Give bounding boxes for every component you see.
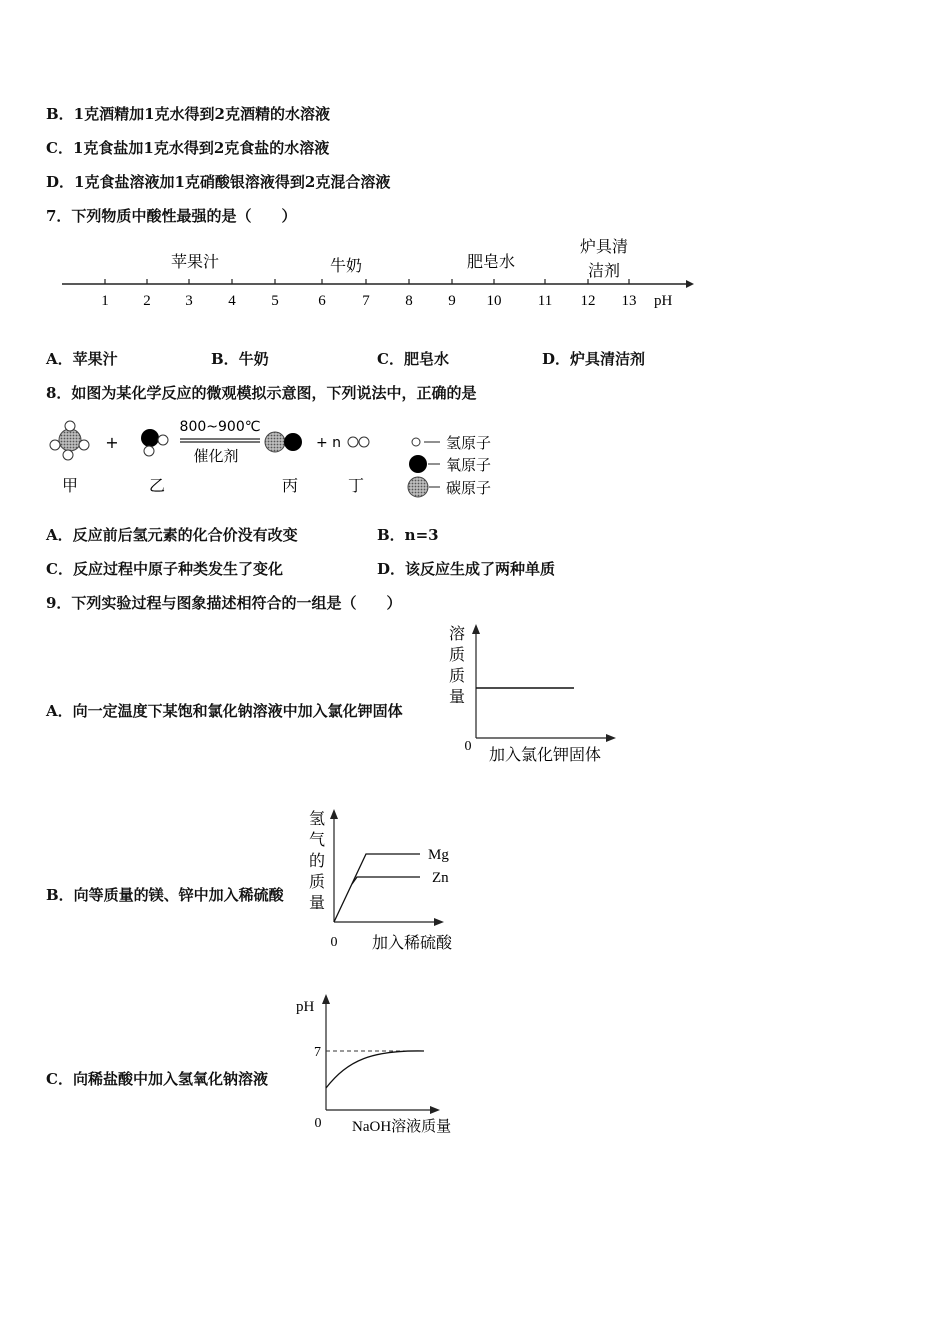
q7-option-b: B．牛奶 (211, 350, 269, 368)
ph-tick-label: 12 (580, 293, 596, 309)
ph-label-milk: 牛奶 (329, 256, 363, 275)
q6-option-c: C．1克食盐加1克水得到2克食盐的水溶液 (46, 139, 330, 157)
legend-hydrogen-icon (412, 438, 420, 446)
legend-carbon-label: 碳原子 (446, 479, 492, 497)
q9-stem: 9．下列实验过程与图象描述相符合的一组是（ ） (46, 594, 402, 612)
q7-stem: 7．下列物质中酸性最强的是（ ） (46, 207, 297, 225)
label-yi: 乙 (148, 476, 166, 495)
graph-b-ylabel-1: 氢 (308, 809, 326, 828)
graph-a (440, 620, 630, 770)
hydrogen-atom (144, 446, 154, 456)
graph-b-line-mg (334, 854, 420, 922)
carbon-atom (265, 432, 285, 452)
ph-label-oven-cleaner-2: 洁剂 (587, 261, 621, 280)
graph-c-tick-7: 7 (314, 1045, 321, 1060)
q6-option-d: D．1克食盐溶液加1克硝酸银溶液得到2克混合溶液 (46, 173, 391, 191)
graph-a-ylabel-3: 质 (448, 666, 466, 685)
hydrogen-atom (79, 440, 89, 450)
condition-temperature: 800~900℃ (179, 419, 261, 435)
ph-tick-label: 3 (185, 293, 193, 309)
ph-axis-arrow (686, 280, 694, 288)
q7-option-d: D．炉具清洁剂 (542, 350, 646, 368)
legend (408, 434, 491, 497)
q8-stem: 8．如图为某化学反应的微观模拟示意图，下列说法中，正确的是 (46, 384, 477, 402)
molecule-jia (50, 421, 89, 460)
oxygen-atom (141, 429, 159, 447)
graph-b-line-zn (352, 877, 420, 884)
legend-oxygen-icon (409, 455, 427, 473)
graph-c-ylabel: pH (296, 999, 315, 1015)
condition-catalyst: 催化剂 (193, 447, 239, 465)
graph-b-label-mg: Mg (428, 847, 449, 863)
ph-label-apple-juice: 苹果汁 (170, 252, 220, 271)
graph-b-ylabel-4: 质 (308, 872, 326, 891)
graph-a-xlabel: 加入氯化钾固体 (489, 745, 602, 764)
graph-b (300, 805, 470, 955)
ph-label-oven-cleaner-1: 炉具清 (579, 237, 629, 256)
ph-tick-label: 9 (448, 293, 456, 309)
hydrogen-atom (348, 437, 358, 447)
plus-sign: + (105, 433, 119, 452)
q8-option-b: B．n=3 (377, 526, 439, 544)
graph-c-curve (326, 1051, 424, 1088)
molecule-bing (265, 432, 302, 452)
graph-b-ylabel-2: 气 (308, 830, 326, 849)
ph-tick-label: 1 (101, 293, 109, 309)
label-ding: 丁 (347, 476, 365, 495)
graph-b-y-arrow (330, 809, 338, 819)
graph-c-xlabel: NaOH溶液质量 (352, 1119, 452, 1135)
ph-label-soap-water: 肥皂水 (466, 252, 516, 271)
q7-option-c: C．肥皂水 (377, 350, 449, 368)
ph-tick-label: 2 (143, 293, 151, 309)
graph-c-y-arrow (322, 994, 330, 1004)
graph-a-ylabel-2: 质 (448, 645, 466, 664)
ph-unit: pH (654, 293, 673, 309)
hydrogen-atom (63, 450, 73, 460)
q9-option-a: A．向一定温度下某饱和氯化钠溶液中加入氯化钾固体 (46, 702, 403, 720)
graph-c-origin: 0 (314, 1116, 322, 1131)
ph-scale-figure (0, 230, 950, 320)
q9-option-b: B．向等质量的镁、锌中加入稀硫酸 (46, 886, 284, 904)
ph-tick-label: 6 (318, 293, 326, 309)
label-bing: 丙 (281, 476, 299, 495)
graph-a-y-arrow (472, 624, 480, 634)
graph-c-x-arrow (430, 1106, 440, 1114)
ph-tick-label: 11 (537, 293, 553, 309)
oxygen-atom (284, 433, 302, 451)
q8-option-c: C．反应过程中原子种类发生了变化 (46, 560, 283, 578)
graph-a-x-arrow (606, 734, 616, 742)
graph-a-origin: 0 (464, 739, 472, 754)
graph-b-ylabel-3: 的 (308, 851, 326, 870)
graph-b-label-zn: Zn (432, 870, 449, 886)
graph-b-x-arrow (434, 918, 444, 926)
reaction-diagram (0, 410, 950, 510)
ph-tick-label: 5 (271, 293, 279, 309)
ph-tick-label: 4 (228, 293, 236, 309)
q7-option-a: A．苹果汁 (46, 350, 118, 368)
hydrogen-atom (50, 440, 60, 450)
legend-oxygen-label: 氧原子 (446, 456, 492, 474)
graph-b-ylabel-5: 量 (308, 893, 326, 912)
n-coefficient: + n (316, 435, 342, 451)
q6-option-b: B．1克酒精加1克水得到2克酒精的水溶液 (46, 105, 330, 123)
hydrogen-atom (158, 435, 168, 445)
q8-option-a: A．反应前后氢元素的化合价没有改变 (46, 526, 298, 544)
ph-tick-label: 8 (405, 293, 413, 309)
ph-tick-label: 7 (362, 293, 370, 309)
hydrogen-atom (359, 437, 369, 447)
carbon-atom (59, 429, 81, 451)
graph-a-ylabel-1: 溶 (448, 624, 466, 643)
legend-hydrogen-label: 氢原子 (446, 434, 492, 452)
hydrogen-atom (65, 421, 75, 431)
graph-b-origin: 0 (330, 935, 338, 950)
ph-tick-label: 13 (621, 293, 637, 309)
molecule-ding (348, 437, 369, 447)
legend-carbon-icon (408, 477, 428, 497)
graph-a-ylabel-4: 量 (448, 687, 466, 706)
ph-tick-label: 10 (486, 293, 502, 309)
molecule-yi (141, 429, 168, 456)
graph-b-xlabel: 加入稀硫酸 (372, 933, 453, 952)
label-jia: 甲 (61, 476, 79, 495)
q8-option-d: D．该反应生成了两种单质 (377, 560, 556, 578)
q9-option-c: C．向稀盐酸中加入氢氧化钠溶液 (46, 1070, 268, 1088)
graph-c (290, 990, 470, 1140)
